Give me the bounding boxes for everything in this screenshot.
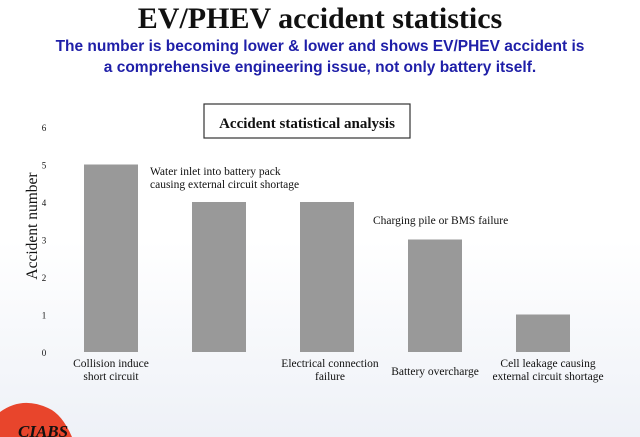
x-axis-labels (73, 358, 603, 383)
page-title: EV/PHEV accident statistics (137, 2, 503, 35)
bar (84, 165, 138, 353)
x-tick-label: Electrical connection failure (281, 358, 379, 383)
x-tick-label: Collision induce short circuit (73, 358, 149, 383)
chart-title-box (204, 104, 410, 138)
x-tick-label: Cell leakage causing external circuit shortage (492, 358, 604, 383)
bar (300, 202, 354, 352)
y-tick-label: 3 (41, 235, 47, 246)
x-tick-label: Battery overcharge (391, 366, 479, 378)
y-tick-label: 1 (41, 310, 47, 321)
annotation: Charging pile or BMS failure (373, 215, 509, 227)
y-axis-ticks (42, 123, 47, 358)
logo-text: CIABS (18, 422, 69, 437)
y-tick-label: 2 (41, 273, 47, 283)
y-axis-label: Accident number (24, 172, 41, 280)
subtitle-line-2: a comprehensive engineering issue, not only battery itself. (103, 59, 537, 76)
bar (192, 202, 246, 352)
y-tick-label: 6 (41, 123, 47, 133)
bar (408, 240, 462, 353)
ciabs-logo (0, 403, 72, 437)
annotation: Water inlet into battery pack causing external circuit shortage (150, 166, 300, 191)
subtitle-line-1: The number is becoming lower & lower and shows EV/PHEV accident is (55, 38, 585, 55)
y-tick-label: 0 (41, 348, 47, 358)
bar (516, 315, 570, 353)
y-tick-label: 5 (41, 160, 47, 171)
y-tick-label: 4 (41, 198, 47, 208)
bars (84, 165, 570, 353)
chart-title: Accident statistical analysis (219, 116, 395, 132)
